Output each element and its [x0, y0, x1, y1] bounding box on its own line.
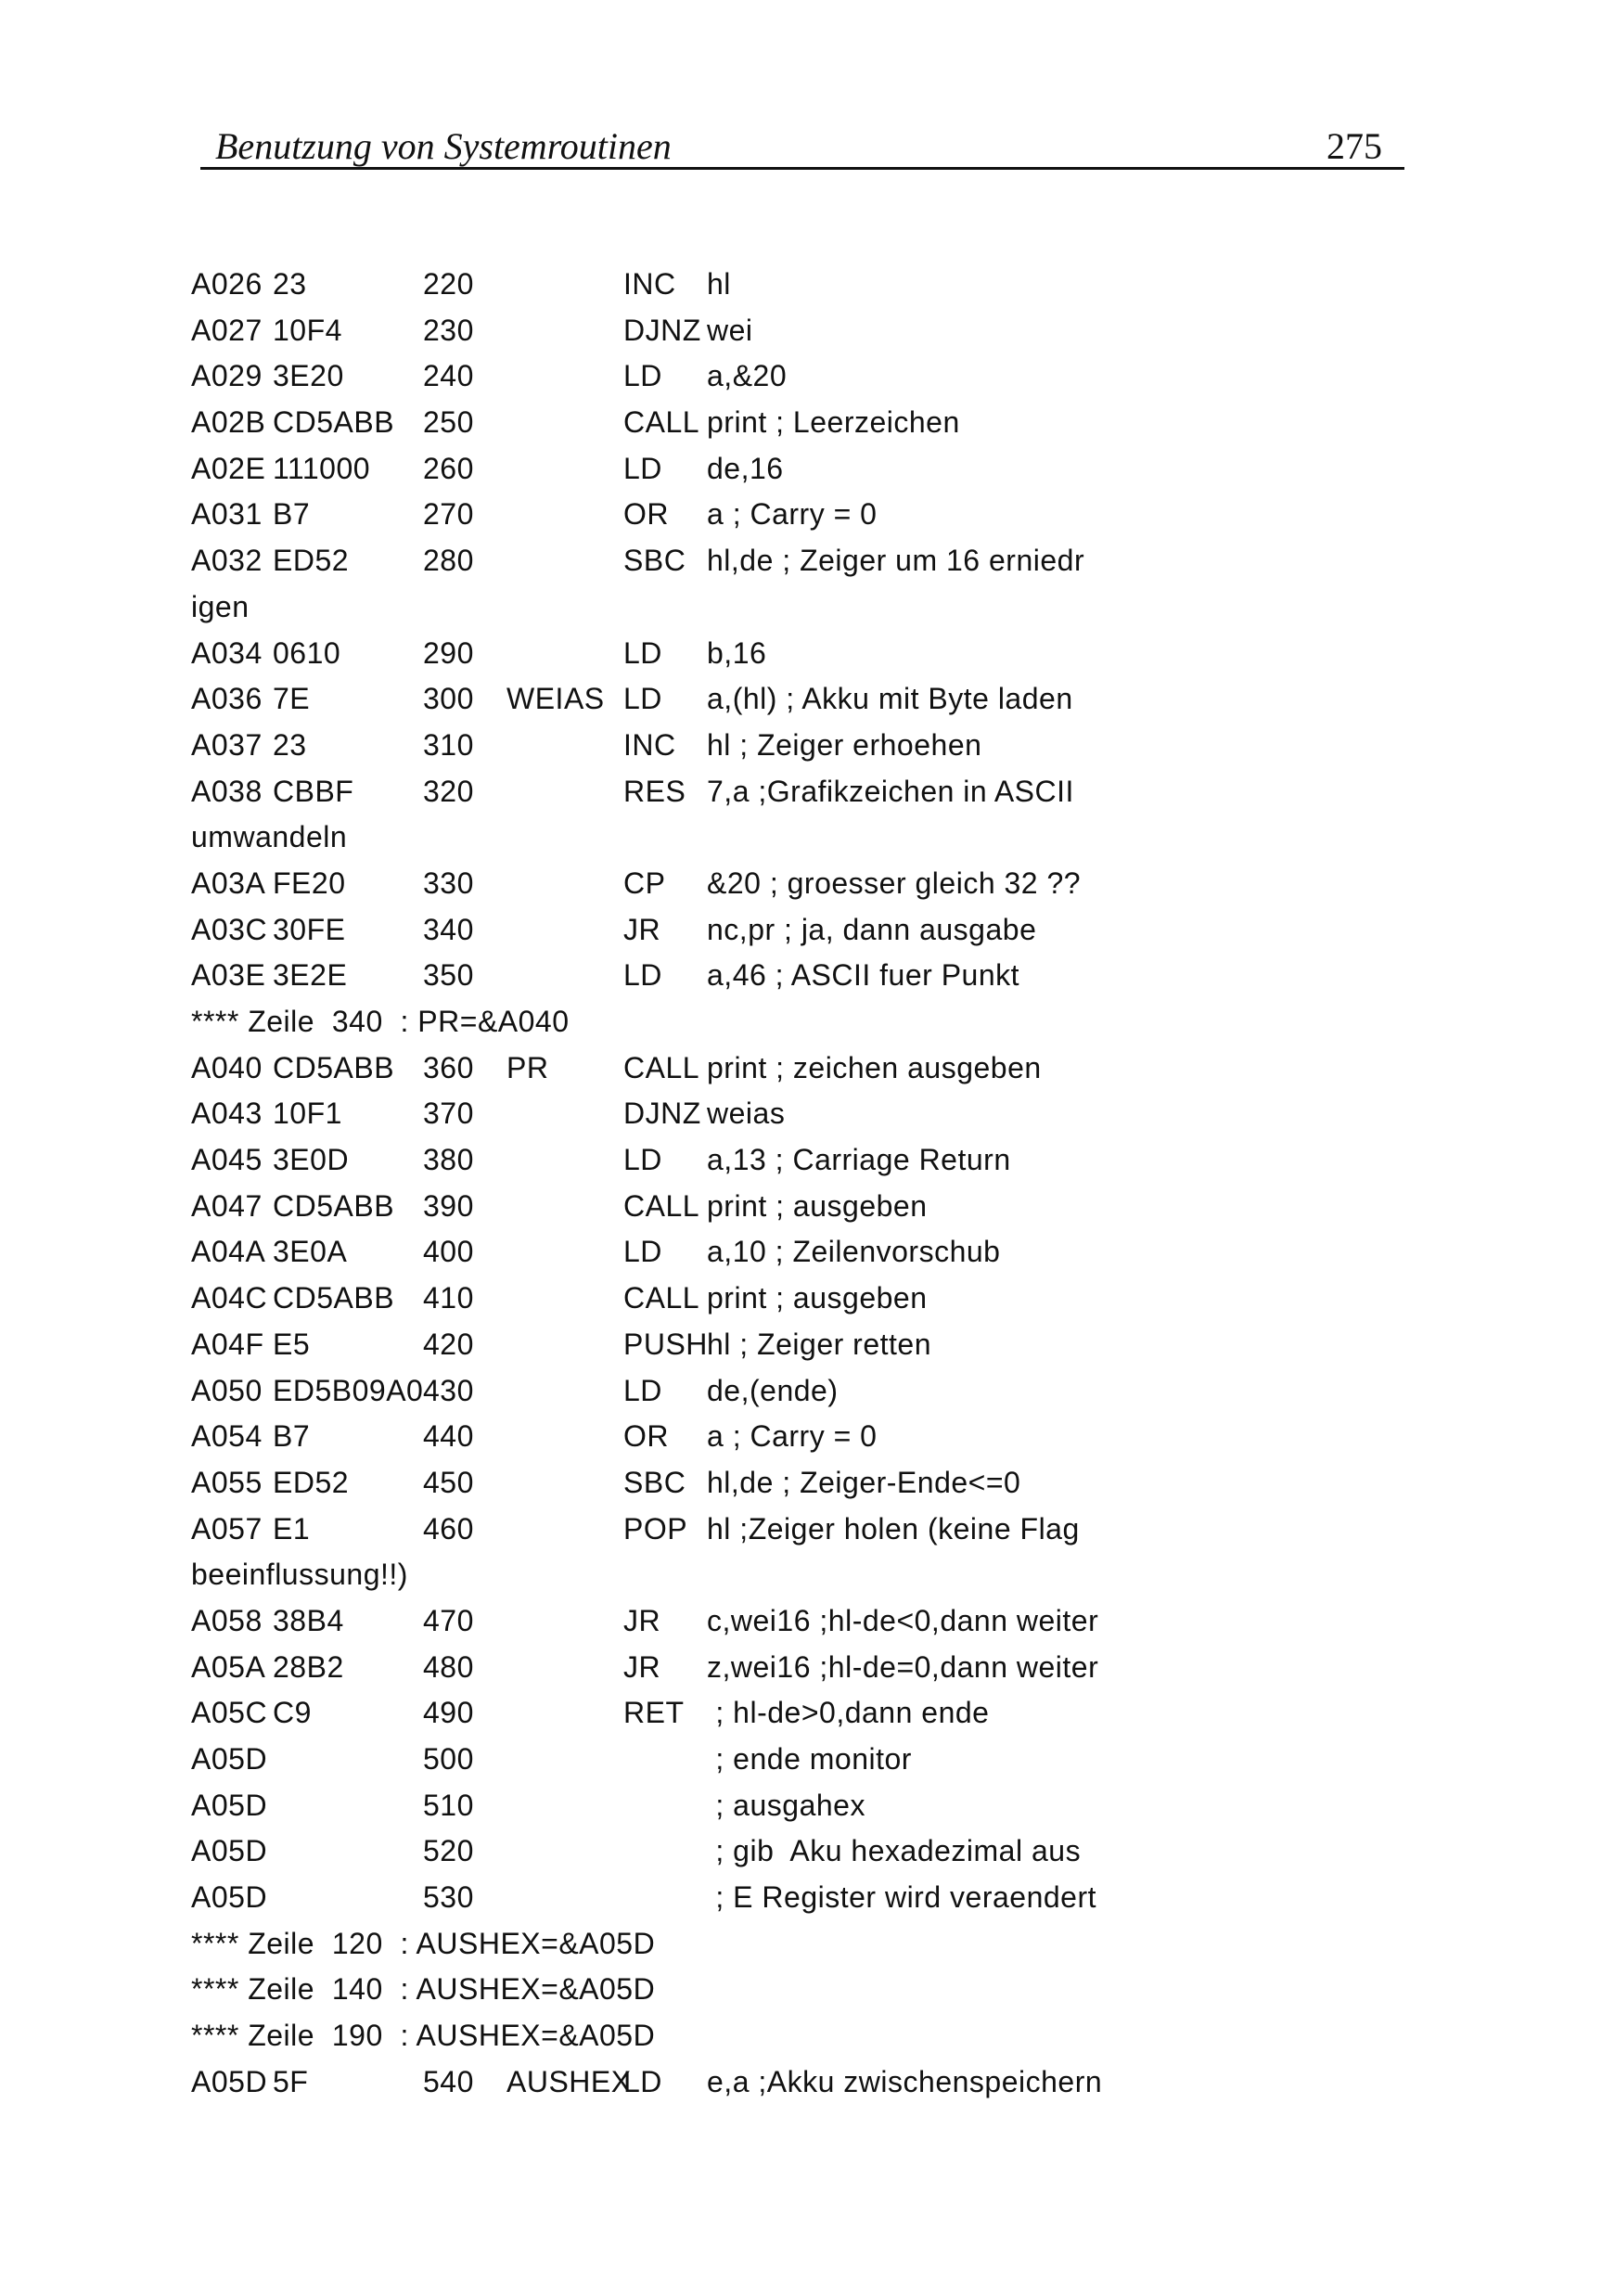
- line-number: 340: [423, 912, 474, 946]
- operand: a,&20: [707, 359, 788, 393]
- line-number: 280: [423, 544, 474, 578]
- line-number: 410: [423, 1281, 474, 1315]
- listing-row: [191, 1828, 1416, 1875]
- mnemonic: CP: [623, 866, 666, 900]
- line-text: igen: [191, 589, 250, 623]
- listing-row: [191, 308, 1416, 354]
- listing-row: [191, 1690, 1416, 1737]
- operand: de,16: [707, 451, 784, 485]
- operand: hl: [707, 267, 731, 301]
- machine-code: E1: [273, 1511, 311, 1546]
- line-number: 360: [423, 1050, 474, 1084]
- machine-code: 3E20: [273, 359, 344, 393]
- machine-code: 10F4: [273, 313, 342, 347]
- address: A037: [191, 727, 263, 762]
- machine-code: B7: [273, 1419, 311, 1454]
- machine-code: CD5ABB: [273, 1188, 395, 1223]
- machine-code: 3E2E: [273, 958, 348, 993]
- operand: a ; Carry = 0: [707, 1419, 878, 1454]
- listing-row: [191, 400, 1416, 446]
- mnemonic: DJNZ: [623, 1097, 701, 1131]
- listing-row: [191, 1460, 1416, 1507]
- address: A03E: [191, 958, 266, 993]
- listing-row: [191, 1137, 1416, 1184]
- machine-code: 23: [273, 267, 307, 301]
- operand: ; E Register wird veraendert: [707, 1880, 1096, 1915]
- operand: c,wei16 ;hl-de<0,dann weiter: [707, 1603, 1099, 1637]
- line-text: umwandeln: [191, 820, 348, 854]
- listing-row: [191, 262, 1416, 308]
- machine-code: ED52: [273, 1465, 350, 1499]
- mnemonic: RES: [623, 774, 686, 808]
- machine-code: 7E: [273, 682, 311, 716]
- listing-continuation-line: [191, 1552, 1416, 1598]
- line-number: 260: [423, 451, 474, 485]
- address: A04F: [191, 1327, 264, 1361]
- address: A038: [191, 774, 263, 808]
- operand: a ; Carry = 0: [707, 497, 878, 532]
- listing-row: [191, 861, 1416, 907]
- listing-row: [191, 631, 1416, 677]
- address: A027: [191, 313, 263, 347]
- page-header: [200, 119, 1404, 170]
- machine-code: B7: [273, 497, 311, 532]
- line-number: 400: [423, 1235, 474, 1269]
- line-number: 520: [423, 1834, 474, 1868]
- line-number: 250: [423, 405, 474, 440]
- address: A032: [191, 544, 263, 578]
- line-text: **** Zeile 120 : AUSHEX=&A05D: [191, 1926, 656, 1960]
- line-number: 300: [423, 682, 474, 716]
- listing-continuation-line: [191, 999, 1416, 1045]
- operand: hl,de ; Zeiger-Ende<=0: [707, 1465, 1021, 1499]
- mnemonic: CALL: [623, 1188, 700, 1223]
- listing-row: [191, 676, 1416, 723]
- line-number: 470: [423, 1603, 474, 1637]
- line-number: 310: [423, 727, 474, 762]
- mnemonic: SBC: [623, 1465, 686, 1499]
- operand: nc,pr ; ja, dann ausgabe: [707, 912, 1037, 946]
- mnemonic: CALL: [623, 1281, 700, 1315]
- address: A04A: [191, 1235, 266, 1269]
- assembly-listing: [191, 262, 1416, 2106]
- address: A05D: [191, 2064, 268, 2098]
- machine-code: 38B4: [273, 1603, 344, 1637]
- line-text: **** Zeile 340 : PR=&A040: [191, 1005, 570, 1038]
- operand: &20 ; groesser gleich 32 ??: [707, 866, 1082, 900]
- listing-row: [191, 1229, 1416, 1276]
- listing-row: [191, 1276, 1416, 1322]
- mnemonic: LD: [623, 451, 662, 485]
- line-number: 420: [423, 1327, 474, 1361]
- address: A043: [191, 1097, 263, 1131]
- mnemonic: RET: [623, 1696, 685, 1730]
- line-number: 490: [423, 1696, 474, 1730]
- line-number: 330: [423, 866, 474, 900]
- operand: print ; zeichen ausgeben: [707, 1050, 1042, 1084]
- operand: a,10 ; Zeilenvorschub: [707, 1235, 1001, 1269]
- mnemonic: LD: [623, 635, 662, 670]
- listing-row: [191, 446, 1416, 493]
- operand: e,a ;Akku zwischenspeichern: [707, 2064, 1103, 2098]
- listing-row: [191, 492, 1416, 538]
- operand: ; ende monitor: [707, 1742, 912, 1776]
- machine-code: 0610: [273, 635, 341, 670]
- mnemonic: PUSH: [623, 1327, 708, 1361]
- machine-code: CBBF: [273, 774, 354, 808]
- operand: de,(ende): [707, 1373, 839, 1407]
- mnemonic: LD: [623, 359, 662, 393]
- address: A02B: [191, 405, 266, 440]
- label: PR: [506, 1050, 549, 1084]
- operand: ; gib Aku hexadezimal aus: [707, 1834, 1082, 1868]
- mnemonic: LD: [623, 682, 662, 716]
- address: A040: [191, 1050, 263, 1084]
- operand: b,16: [707, 635, 767, 670]
- line-number: 500: [423, 1742, 474, 1776]
- mnemonic: DJNZ: [623, 313, 701, 347]
- mnemonic: JR: [623, 912, 661, 946]
- machine-code: FE20: [273, 866, 346, 900]
- mnemonic: SBC: [623, 544, 686, 578]
- mnemonic: OR: [623, 497, 669, 532]
- machine-code: E5: [273, 1327, 311, 1361]
- listing-row: [191, 953, 1416, 999]
- address: A03A: [191, 866, 266, 900]
- mnemonic: INC: [623, 267, 676, 301]
- address: A05D: [191, 1788, 268, 1822]
- operand: a,13 ; Carriage Return: [707, 1143, 1011, 1177]
- address: A031: [191, 497, 263, 532]
- address: A058: [191, 1603, 263, 1637]
- machine-code: 111000: [273, 451, 371, 485]
- machine-code: CD5ABB: [273, 405, 395, 440]
- line-number: 270: [423, 497, 474, 532]
- line-number: 460: [423, 1511, 474, 1546]
- line-text: beeinflussung!!): [191, 1558, 408, 1592]
- mnemonic: INC: [623, 727, 676, 762]
- listing-row: [191, 1783, 1416, 1829]
- listing-continuation-line: [191, 1967, 1416, 2013]
- operand: hl ; Zeiger retten: [707, 1327, 931, 1361]
- operand: weias: [707, 1097, 786, 1131]
- operand: z,wei16 ;hl-de=0,dann weiter: [707, 1649, 1099, 1684]
- operand: wei: [707, 313, 753, 347]
- line-number: 510: [423, 1788, 474, 1822]
- machine-code: ED52: [273, 544, 350, 578]
- mnemonic: LD: [623, 958, 662, 993]
- operand: print ; ausgeben: [707, 1281, 928, 1315]
- machine-code: 28B2: [273, 1649, 344, 1684]
- listing-row: [191, 1507, 1416, 1553]
- machine-code: CD5ABB: [273, 1050, 395, 1084]
- line-number: 290: [423, 635, 474, 670]
- address: A05A: [191, 1649, 266, 1684]
- address: A04C: [191, 1281, 268, 1315]
- listing-row: [191, 1368, 1416, 1415]
- machine-code: ED5B09A0: [273, 1373, 424, 1407]
- listing-row: [191, 769, 1416, 815]
- line-number: 390: [423, 1188, 474, 1223]
- address: A05D: [191, 1880, 268, 1915]
- line-number: 530: [423, 1880, 474, 1915]
- operand: print ; Leerzeichen: [707, 405, 960, 440]
- listing-row: [191, 1184, 1416, 1230]
- machine-code: 3E0A: [273, 1235, 348, 1269]
- address: A03C: [191, 912, 268, 946]
- machine-code: 3E0D: [273, 1143, 350, 1177]
- listing-continuation-line: [191, 1921, 1416, 1968]
- mnemonic: LD: [623, 1143, 662, 1177]
- mnemonic: LD: [623, 1373, 662, 1407]
- operand: hl ;Zeiger holen (keine Flag: [707, 1511, 1080, 1546]
- mnemonic: OR: [623, 1419, 669, 1454]
- listing-row: [191, 907, 1416, 954]
- operand: a,(hl) ; Akku mit Byte laden: [707, 682, 1073, 716]
- machine-code: 10F1: [273, 1097, 342, 1131]
- listing-continuation-line: [191, 815, 1416, 861]
- mnemonic: LD: [623, 1235, 662, 1269]
- operand: ; hl-de>0,dann ende: [707, 1696, 990, 1730]
- mnemonic: JR: [623, 1603, 661, 1637]
- address: A034: [191, 635, 263, 670]
- line-number: 320: [423, 774, 474, 808]
- listing-row: [191, 1598, 1416, 1645]
- address: A054: [191, 1419, 263, 1454]
- operand: 7,a ;Grafikzeichen in ASCII: [707, 774, 1074, 808]
- operand: ; ausgahex: [707, 1788, 865, 1822]
- operand: hl,de ; Zeiger um 16 erniedr: [707, 544, 1085, 578]
- mnemonic: CALL: [623, 405, 700, 440]
- line-number: 440: [423, 1419, 474, 1454]
- line-number: 350: [423, 958, 474, 993]
- address: A05D: [191, 1742, 268, 1776]
- address: A05C: [191, 1696, 268, 1730]
- address: A050: [191, 1373, 263, 1407]
- listing-row: [191, 1414, 1416, 1460]
- line-number: 380: [423, 1143, 474, 1177]
- listing-continuation-line: [191, 2013, 1416, 2059]
- label: AUSHEX: [506, 2064, 632, 2098]
- mnemonic: POP: [623, 1511, 688, 1546]
- line-number: 540: [423, 2064, 474, 2098]
- address: A047: [191, 1188, 263, 1223]
- listing-row: [191, 723, 1416, 769]
- mnemonic: CALL: [623, 1050, 700, 1084]
- label: WEIAS: [506, 682, 605, 716]
- page-number: 275: [1327, 125, 1382, 167]
- line-text: **** Zeile 140 : AUSHEX=&A05D: [191, 1972, 656, 2007]
- address: A036: [191, 682, 263, 716]
- listing-row: [191, 2059, 1416, 2106]
- machine-code: C9: [273, 1696, 312, 1730]
- line-number: 450: [423, 1465, 474, 1499]
- address: A02E: [191, 451, 266, 485]
- listing-row: [191, 1875, 1416, 1921]
- listing-row: [191, 1045, 1416, 1092]
- line-number: 240: [423, 359, 474, 393]
- address: A026: [191, 267, 263, 301]
- machine-code: 30FE: [273, 912, 346, 946]
- address: A045: [191, 1143, 263, 1177]
- operand: hl ; Zeiger erhoehen: [707, 727, 982, 762]
- listing-row: [191, 1737, 1416, 1783]
- machine-code: 23: [273, 727, 307, 762]
- line-number: 370: [423, 1097, 474, 1131]
- machine-code: CD5ABB: [273, 1281, 395, 1315]
- operand: a,46 ; ASCII fuer Punkt: [707, 958, 1020, 993]
- listing-continuation-line: [191, 584, 1416, 631]
- line-number: 230: [423, 313, 474, 347]
- line-text: **** Zeile 190 : AUSHEX=&A05D: [191, 2019, 656, 2053]
- operand: print ; ausgeben: [707, 1188, 928, 1223]
- mnemonic: LD: [623, 2064, 662, 2098]
- address: A055: [191, 1465, 263, 1499]
- listing-row: [191, 1322, 1416, 1368]
- listing-row: [191, 1645, 1416, 1691]
- line-number: 480: [423, 1649, 474, 1684]
- listing-row: [191, 538, 1416, 584]
- address: A05D: [191, 1834, 268, 1868]
- address: A057: [191, 1511, 263, 1546]
- line-number: 220: [423, 267, 474, 301]
- address: A029: [191, 359, 263, 393]
- mnemonic: JR: [623, 1649, 661, 1684]
- listing-row: [191, 353, 1416, 400]
- running-title: Benutzung von Systemroutinen: [215, 125, 672, 167]
- machine-code: 5F: [273, 2064, 309, 2098]
- line-number: 430: [423, 1373, 474, 1407]
- listing-row: [191, 1091, 1416, 1137]
